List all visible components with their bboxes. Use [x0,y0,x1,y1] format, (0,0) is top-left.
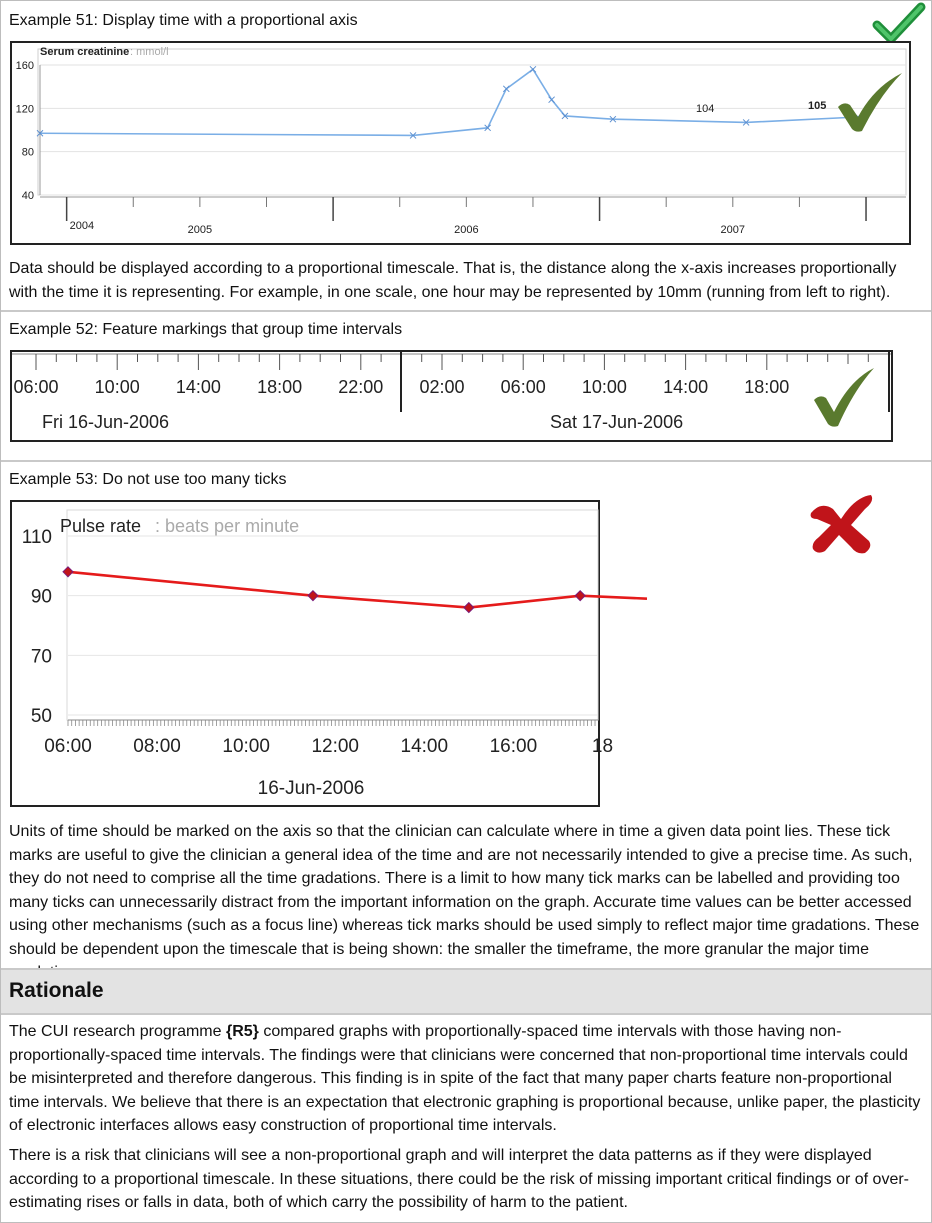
example-52-caption: Example 52: Feature markings that group time intervals [9,321,403,338]
x-tick-label: 10:00 [222,736,270,757]
x-tick-label: 2006 [454,224,479,236]
example-53-text: Units of time should be marked on the axis so that the clinician can calculate where in time a given data point lies. These tick marks are useful to give the clinician a general idea of the time and are not necessarily intended to give a precise time. As such, they do not need to comprise all the time gradations. There is a limit to how many tick marks can be labelled and providing too many ticks can unnecessarily distract from the important information on the graph. Accurate time values can be better accessed using other mechanisms (such as a focus line) whereas tick marks should be used simply to reflect major time gradations. These should be dependent upon the timescale that is being shown: the smaller the timeframe, the more granular the major time [9,823,920,958]
x-tick-label: 12:00 [311,736,360,757]
rationale-paragraph-1: The CUI research programme {R5} compared graphs with proportionally-spaced time intervals with those having non-proportionally-spaced time intervals. The findings were that clinicians were concerned that non-proportional time intervals could be misinterpreted and therefore dangerous. This finding is in spite of the fact that many paper charts feature non-proportional time intervals. We believe that there is an expectation that electronic graphing is proportional because, unlike paper, the plasticity of electronic interfaces allows easy construction of proportional time intervals. [9,1023,921,1134]
chart-units: : beats per minute [155,516,300,536]
example-53-caption: Example 53: Do not use too many ticks [9,471,287,488]
y-tick-label: 40 [21,190,34,202]
divider [1,460,931,462]
time-axis-figure [10,350,893,442]
reference-link[interactable]: {R5} [225,1023,259,1040]
y-tick-label: 110 [21,527,52,548]
time-label: 02:00 [419,377,465,397]
day-label: Sat 17-Jun-2006 [550,412,684,432]
check-icon [834,71,906,135]
creatinine-chart [10,41,911,245]
y-tick-label: 120 [15,103,34,116]
chart-title: Serum creatinine [40,46,130,58]
rationale-header [1,968,931,1015]
pulse-chart [10,500,614,807]
y-tick-label: 80 [21,146,34,159]
x-tick-label: 16:00 [489,736,538,757]
time-label: 06:00 [13,377,59,397]
x-tick-label: 06:00 [44,736,92,757]
y-tick-label: 90 [30,586,52,608]
x-tick-label: 2007 [720,224,746,236]
divider [1,310,931,312]
y-tick-label: 50 [30,706,52,727]
time-label: 18:00 [257,377,303,397]
y-tick-label: 160 [15,60,34,72]
example-51-caption: Example 51: Display time with a proportional axis [9,12,358,29]
x-axis-label: 16-Jun-2006 [257,778,365,799]
rationale-paragraph-2: There is a risk that clinicians will see a non-proportional graph and will interpret the data patterns as if they were displayed according to a proportional timescale. In these situations, there could be the risk of missing important critical findings or of over-estimating rises or falls in data, both of which carry the possibility of harm to the patient. [9,1147,909,1211]
time-label: 18:00 [744,377,790,397]
y-tick-label: 70 [30,646,52,668]
time-label: 10:00 [94,377,140,397]
x-tick-label: 2004 [69,220,95,232]
chart-title: Pulse rate [60,516,142,536]
point-label: 104 [696,103,715,115]
chart-units: : mmol/l [130,46,169,58]
time-label: 06:00 [500,377,546,397]
point-label: 105 [808,100,827,112]
x-tick-label: 18 [591,736,614,757]
example-51-text: Data should be displayed according to a proportional timescale. That is, the distance along the x-axis increases proportionally with the time it is representing. For example, in one scale, one hour may be represented by 10mm (running from left to right). [9,260,897,301]
day-label: Fri 16-Jun-2006 [42,412,170,432]
x-tick-label: 08:00 [133,736,181,757]
time-label: 14:00 [663,377,709,397]
time-label: 14:00 [175,377,221,397]
cross-icon [807,491,879,557]
x-tick-label: 2005 [187,224,213,236]
rationale-heading: Rationale [9,979,104,1002]
x-tick-label: 14:00 [400,736,449,757]
time-label: 22:00 [338,377,384,397]
time-label: 10:00 [581,377,627,397]
